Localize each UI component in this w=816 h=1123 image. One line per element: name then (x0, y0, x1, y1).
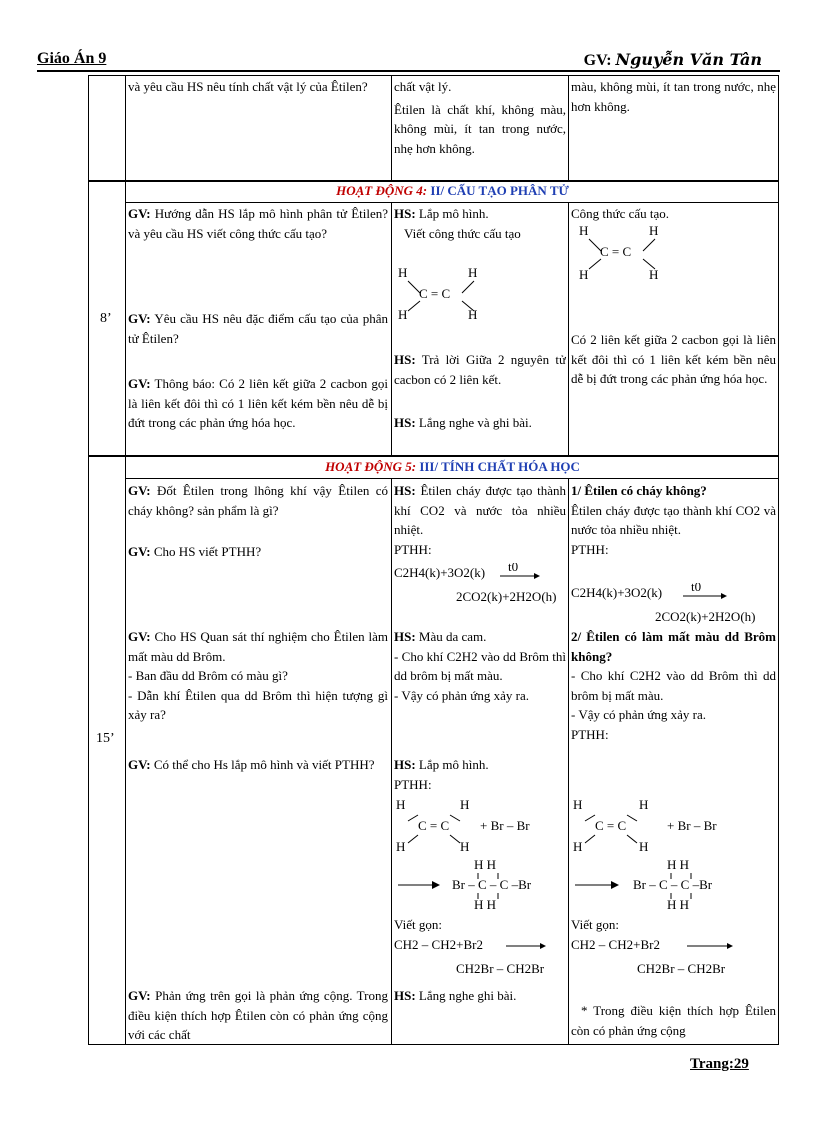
dibromo-product: Br – C – C –Br (633, 877, 713, 892)
ethylene-structure-student (394, 265, 504, 325)
short-equation-student (394, 935, 568, 981)
svg-text:H: H (396, 839, 406, 854)
act4-hs1b-text: Viết công thức cấu tạo (404, 225, 521, 241)
act4-hs1-text: Lắp mô hình. (418, 206, 489, 221)
bromine-heading: 2/ Êtilen có làm mất màu dd Brôm không? (571, 629, 776, 664)
act4-content-text: Có 2 liên kết giữa 2 cacbon gọi là liên kết đôi thì có 1 liên kết kém bền nêu dễ bị đứt trong các phản ứng hóa học. (571, 332, 776, 386)
svg-text:H H: H H (667, 857, 690, 872)
activity-4-time: 8’ (100, 311, 112, 326)
gv-label: GV: (128, 483, 151, 498)
combustion-equation-student (394, 563, 568, 609)
gv-label: GV: (128, 206, 151, 221)
gv-label: GV: (128, 988, 151, 1003)
act5-student-2 (394, 627, 566, 705)
act5-content-short (571, 915, 776, 935)
double-bond: C = C (419, 286, 451, 301)
act5-hs4-text: Lắng nghe ghi bài. (418, 988, 517, 1003)
row0-student-text-2: Êtilen là chất khí, không màu, không mùi, ít tan trong nước, nhẹ hơn không. (394, 101, 566, 156)
bromine-reagent: + Br – Br (480, 818, 530, 833)
activity-5-section: III/ TÍNH CHẤT HÓA HỌC (419, 459, 580, 474)
pthh-label: PTHH: (571, 541, 609, 557)
act4-teacher-1 (128, 204, 388, 243)
addition-note: * Trong điều kiện thích hợp Êtilen còn có phản ứng cộng (571, 1003, 776, 1038)
bromine-addition-content (571, 795, 777, 915)
svg-text:H: H (396, 797, 406, 812)
hs-label: HS: (394, 206, 416, 221)
header-prefix: GV: (583, 52, 616, 69)
act5-hs3-text: Lắp mô hình. (418, 757, 489, 772)
atom-h: H (579, 267, 589, 282)
svg-text:C = C: C = C (418, 818, 450, 833)
equation-left: C2H4(k)+3O2(k) (571, 585, 663, 600)
row0-content (571, 77, 776, 116)
act5-gv3-text: Cho HS Quan sát thí nghiệm cho Êtilen làm mất màu dd Brôm. (128, 629, 388, 664)
ethylene-structure-content (575, 223, 685, 285)
header-right (584, 50, 762, 70)
act5-hs1-text: Êtilen cháy được tạo thành khí CO2 và nước tỏa nhiều nhiệt. (394, 483, 566, 537)
act4-gv1-text: Hướng dẫn HS lắp mô hình phân tử Êtilen? và yêu cầu HS viết công thức cấu tạo? (128, 206, 388, 241)
bromine-text-1: - Cho khí C2H2 vào dd Brôm thì dd brôm bị mất màu. (571, 668, 776, 703)
act5-teacher-1 (128, 481, 388, 520)
activity-4-label: HOẠT ĐỘNG 4: (336, 183, 428, 198)
act4-content-1 (571, 204, 776, 224)
gv-label: GV: (128, 629, 151, 644)
pthh-label: PTHH: (571, 726, 609, 742)
hs-label: HS: (394, 415, 416, 430)
act5-hs2c-text: - Vậy có phản ứng xảy ra. (394, 687, 529, 703)
atom-h: H (468, 265, 478, 280)
double-bond: C = C (600, 244, 632, 259)
act5-gv2-text: Cho HS viết PTHH? (153, 544, 262, 559)
act5-gv4-text: Có thể cho Hs lắp mô hình và viết PTHH? (153, 757, 375, 772)
hs-label: HS: (394, 757, 416, 772)
svg-text:H H: H H (474, 857, 497, 872)
act5-hs2b-text: - Cho khí C2H2 vào dd Brôm thì dd brôm bị mất màu. (394, 648, 566, 683)
gv-label: GV: (128, 544, 151, 559)
act5-hs2-text: Màu da cam. (418, 629, 487, 644)
activity-4-title (126, 183, 779, 199)
temperature-label: t0 (508, 563, 519, 574)
activity-4-section: II/ CẤU TẠO PHÂN TỬ (430, 183, 569, 198)
act5-student-4 (394, 986, 566, 1006)
atom-h: H (649, 223, 659, 238)
act4-student-2 (394, 350, 566, 389)
page-header (37, 52, 780, 72)
act4-gv3-text: Thông báo: Có 2 liên kết giữa 2 cacbon gọi là liên kết đôi thì có 1 liên kết kém bền nêu dễ bị đứt trong các phản ứng hóa học. (128, 376, 388, 430)
act4-structure-label: Công thức cấu tạo. (571, 206, 670, 221)
act4-teacher-2 (128, 309, 388, 348)
act4-student-3 (394, 413, 566, 433)
atom-h: H (649, 267, 659, 282)
atom-h: H (398, 307, 408, 322)
act5-gv3c-text: - Dẫn khí Êtilen qua dd Brôm thì hiện tượng gì xảy ra? (128, 687, 388, 722)
svg-text:H: H (573, 839, 583, 854)
act5-content-1 (571, 481, 776, 559)
row0-student (394, 77, 566, 158)
act4-student-1 (394, 204, 566, 243)
row0-teacher-text: và yêu cầu HS nêu tính chất vật lý của Êtilen? (128, 79, 368, 94)
act5-content-3 (571, 1001, 776, 1040)
lesson-table (88, 75, 779, 1045)
pthh-label: PTHH: (394, 776, 432, 792)
activity-5-title (126, 459, 779, 475)
act5-teacher-4 (128, 755, 388, 775)
svg-text:H: H (460, 797, 470, 812)
pthh-label: PTHH: (394, 541, 432, 557)
svg-text:H: H (639, 839, 649, 854)
equation-right: 2CO2(k)+2H2O(h) (456, 589, 557, 604)
row0-teacher (128, 77, 388, 97)
gv-label: GV: (128, 311, 151, 326)
act5-student-1 (394, 481, 566, 559)
short-form-label: Viết gọn: (571, 917, 619, 932)
act4-hs2-text: Trả lời Giữa 2 nguyên tử cacbon có 2 liên kết. (394, 352, 566, 387)
atom-h: H (398, 265, 408, 280)
activity-5-time: 15’ (96, 731, 115, 746)
act5-gv3b-text: - Ban đầu dd Brôm có màu gì? (128, 668, 288, 683)
bromine-reagent: + Br – Br (667, 818, 717, 833)
gv-label: GV: (128, 376, 151, 391)
activity-5-label: HOẠT ĐỘNG 5: (325, 459, 417, 474)
bromine-text-2: - Vậy có phản ứng xảy ra. (571, 707, 706, 722)
hs-label: HS: (394, 988, 416, 1003)
short-form-label: Viết gọn: (394, 917, 442, 932)
equation-left: C2H4(k)+3O2(k) (394, 565, 486, 580)
teacher-name: Nguyễn Văn Tân (615, 50, 762, 69)
bromine-addition-student (394, 795, 568, 915)
gv-label: GV: (128, 757, 151, 772)
act5-gv5-text: Phản ứng trên gọi là phản ứng cộng. Trong điều kiện thích hợp Êtilen còn có phản ứng cộng với các chất (128, 988, 388, 1042)
svg-text:H: H (573, 797, 583, 812)
act5-teacher-2 (128, 542, 388, 562)
act5-gv1-text: Đốt Êtilen trong lhông khí vậy Êtilen có cháy không? sản phẩm là gì? (128, 483, 388, 518)
dibromo-product: Br – C – C –Br (452, 877, 532, 892)
short-equation-right: CH2Br – CH2Br (637, 961, 726, 976)
equation-right: 2CO2(k)+2H2O(h) (655, 609, 756, 624)
combustion-equation-content (571, 583, 777, 629)
act4-hs3-text: Lắng nghe và ghi bài. (418, 415, 532, 430)
page-number: Trang:29 (690, 1056, 749, 1072)
svg-text:H H: H H (474, 897, 497, 912)
header-left: Giáo Án 9 (37, 50, 107, 67)
act5-content-2 (571, 627, 776, 744)
svg-text:H H: H H (667, 897, 690, 912)
act5-student-3 (394, 755, 566, 794)
short-equation-content (571, 935, 777, 981)
row0-student-text-1: chất vật lý. (394, 79, 452, 94)
act4-gv2-text: Yêu cầu HS nêu đặc điểm cấu tạo của phân tử Êtilen? (128, 311, 388, 346)
short-equation-left: CH2 – CH2+Br2 (571, 937, 660, 952)
svg-text:C = C: C = C (595, 818, 627, 833)
svg-text:H: H (639, 797, 649, 812)
act5-teacher-5 (128, 986, 388, 1045)
combustion-text: Êtilen cháy được tạo thành khí CO2 và nước tỏa nhiều nhiệt. (571, 502, 776, 537)
atom-h: H (579, 223, 589, 238)
hs-label: HS: (394, 629, 416, 644)
atom-h: H (468, 307, 478, 322)
hs-label: HS: (394, 352, 416, 367)
row0-content-text: màu, không mùi, ít tan trong nước, nhẹ hơn không. (571, 79, 776, 114)
hs-label: HS: (394, 483, 416, 498)
short-equation-right: CH2Br – CH2Br (456, 961, 545, 976)
short-equation-left: CH2 – CH2+Br2 (394, 937, 483, 952)
temperature-label: t0 (691, 583, 702, 594)
act4-teacher-3 (128, 374, 388, 433)
act5-teacher-3 (128, 627, 388, 725)
combustion-heading: 1/ Êtilen có cháy không? (571, 483, 707, 498)
act4-content-2 (571, 330, 776, 389)
svg-text:H: H (460, 839, 470, 854)
act5-student-short (394, 915, 566, 935)
